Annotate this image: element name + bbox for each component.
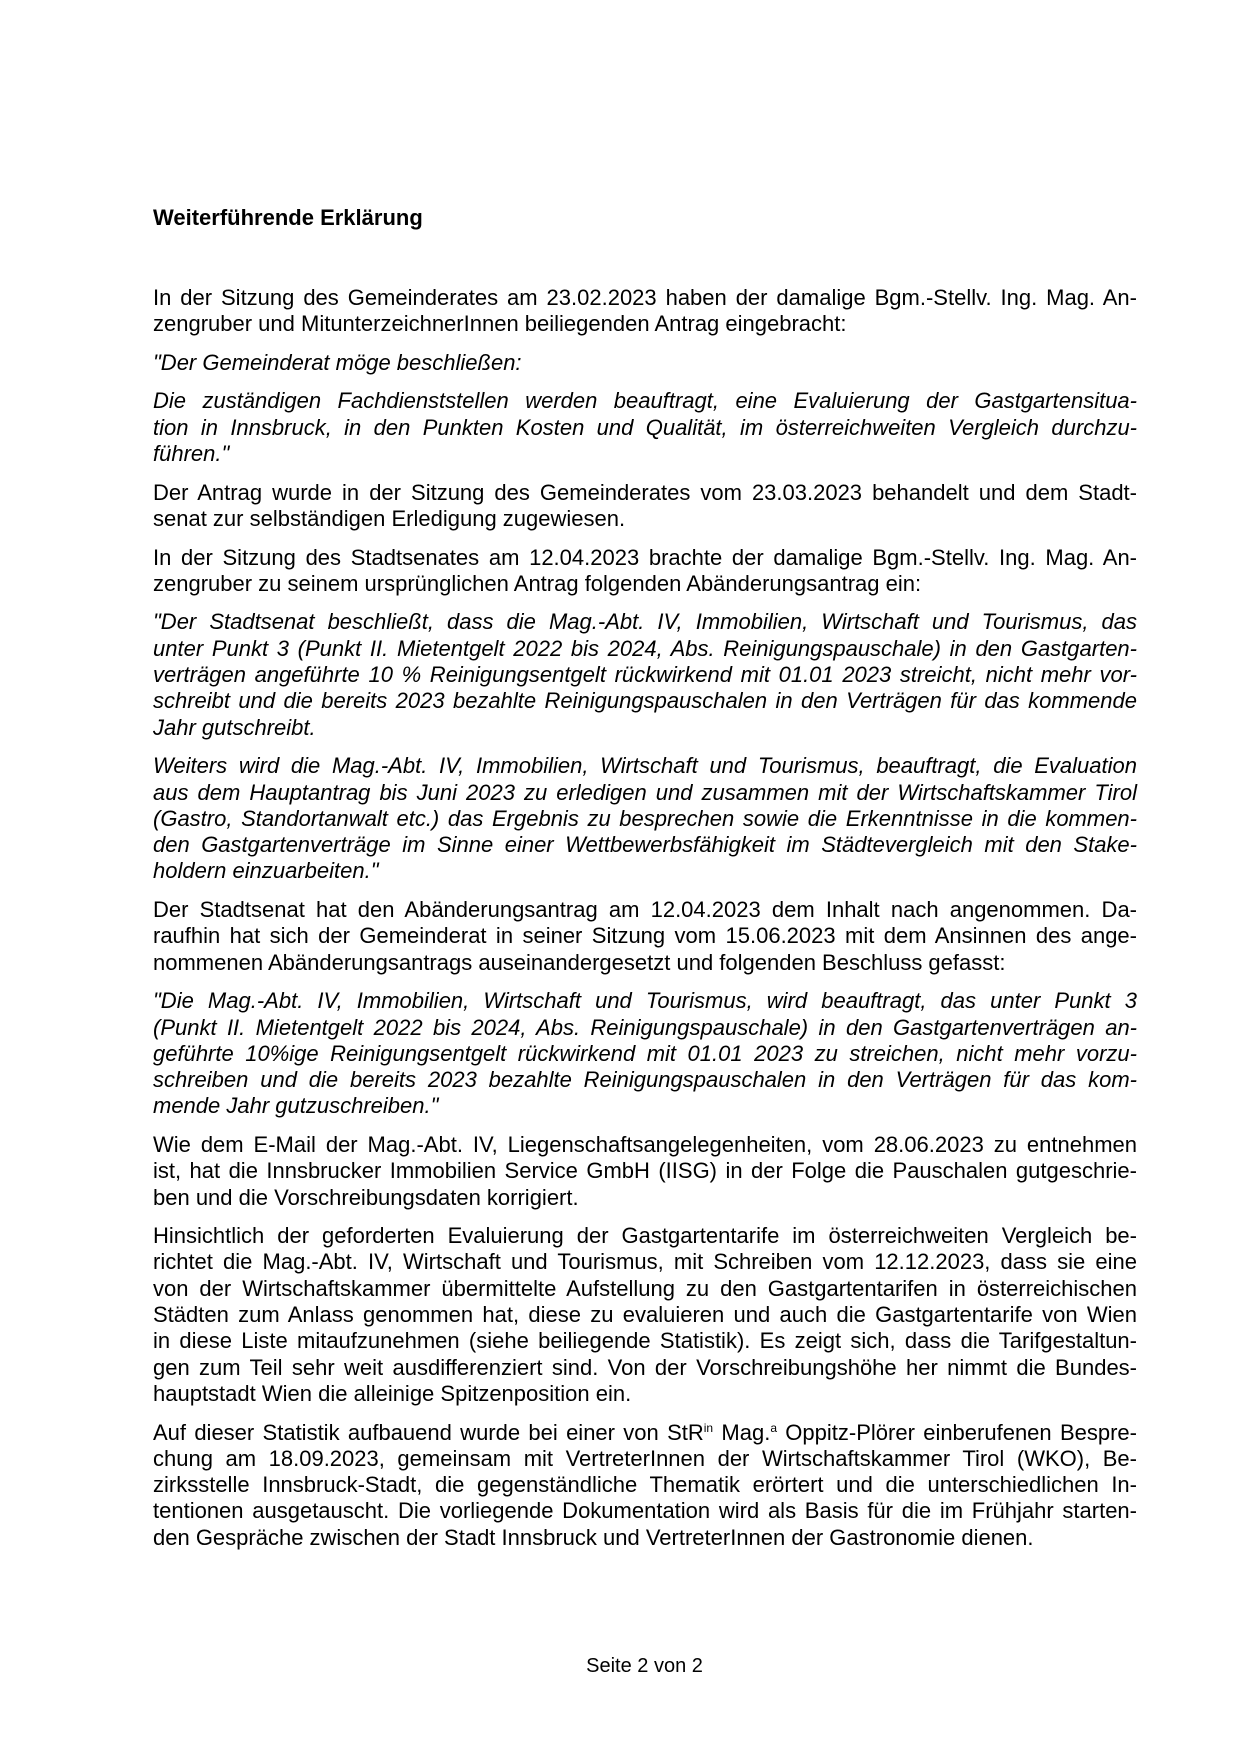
paragraph — [153, 285, 1137, 338]
text-line: (Punkt II. Mietentgelt 2022 bis 2024, Abs. Reinigungspauschale) in den Gastgartenverträgen an- — [153, 1014, 1137, 1040]
text-line: den Gespräche zwischen der Stadt Innsbruck und VertreterInnen der Gastronomie dienen. — [153, 1524, 1034, 1550]
text-line: ist, hat die Innsbrucker Immobilien Service GmbH (IISG) in der Folge die Pauschalen gutgeschrie- — [153, 1158, 1137, 1184]
text-line: senat zur selbständigen Erledigung zugewiesen. — [153, 505, 626, 531]
text-line: In der Sitzung des Gemeinderates am 23.02.2023 haben der damalige Bgm.-Stellv. Ing. Mag. An- — [153, 285, 1137, 310]
text-line: Wie dem E-Mail der Mag.-Abt. IV, Liegenschaftsangelegenheiten, vom 28.06.2023 zu entnehmen — [153, 1131, 1137, 1157]
text-line: schreiben und die bereits 2023 bezahlte Reinigungspauschalen in den Verträgen für das kom- — [153, 1067, 1137, 1093]
superscript: a — [770, 1420, 777, 1435]
quoted-paragraph — [153, 753, 1137, 884]
superscript: in — [703, 1420, 714, 1435]
text-line: hauptstadt Wien die alleinige Spitzenposition ein. — [153, 1380, 632, 1406]
text-line: von der Wirtschaftskammer übermittelte Aufstellung zu den Gastgartentarifen in österreichischen — [153, 1275, 1137, 1301]
text-line: Der Stadtsenat hat den Abänderungsantrag am 12.04.2023 dem Inhalt nach angenommen. Da- — [153, 897, 1137, 923]
text-segment: Auf dieser Statistik aufbauend wurde bei einer von StR — [153, 1419, 704, 1445]
paragraph — [153, 1420, 1137, 1551]
text-line: zengruber zu seinem ursprünglichen Antrag folgenden Abänderungsantrag ein: — [153, 570, 922, 596]
text-line: mende Jahr gutzuschreiben." — [153, 1093, 439, 1119]
text-line: Hinsichtlich der geforderten Evaluierung der Gastgartentarife im österreichweiten Vergleich be- — [153, 1223, 1137, 1249]
text-line: Jahr gutschreibt. — [153, 714, 316, 740]
text-line: zirksstelle Innsbruck-Stadt, die gegenständliche Thematik erörtert und die unterschiedlichen In- — [153, 1472, 1137, 1498]
text-line: schreibt und die bereits 2023 bezahlte Reinigungspauschalen in den Verträgen für das kommende — [153, 688, 1137, 714]
text-line: in diese Liste mitaufzunehmen (siehe beiliegende Statistik). Es zeigt sich, dass die Tarifgestaltun- — [153, 1328, 1137, 1354]
text-line: zengruber und MitunterzeichnerInnen beiliegenden Antrag eingebracht: — [153, 311, 847, 337]
text-line: nommenen Abänderungsantrags auseinandergesetzt und folgenden Beschluss gefasst: — [153, 949, 1006, 975]
paragraph — [153, 1132, 1137, 1211]
quoted-paragraph — [153, 388, 1137, 467]
text-segment: Oppitz-Plörer einberufenen Bespre- — [777, 1419, 1137, 1445]
paragraph — [153, 897, 1137, 976]
text-line: raufhin hat sich der Gemeinderat in seiner Sitzung vom 15.06.2023 mit dem Ansinnen des ange- — [153, 923, 1137, 949]
section-heading: Weiterführende Erklärung — [153, 205, 423, 230]
text-line: verträgen angeführte 10 % Reinigungsentgelt rückwirkend mit 01.01 2023 streicht, nicht mehr vor- — [153, 662, 1137, 688]
text-line: den Gastgartenverträge im Sinne einer Wettbewerbsfähigkeit im Städtevergleich mit den Stake- — [153, 832, 1137, 858]
text-line: tion in Innsbruck, in den Punkten Kosten und Qualität, im österreichweiten Vergleich durchzu- — [153, 414, 1137, 440]
paragraph — [153, 1223, 1137, 1407]
text-line: richtet die Mag.-Abt. IV, Wirtschaft und Tourismus, mit Schreiben vom 12.12.2023, dass sie eine — [153, 1249, 1137, 1275]
text-line: Der Antrag wurde in der Sitzung des Gemeinderates vom 23.03.2023 behandelt und dem Stadt- — [153, 479, 1137, 505]
text-line: "Die Mag.-Abt. IV, Immobilien, Wirtschaft und Tourismus, wird beauftragt, das unter Punkt 3 — [153, 988, 1137, 1014]
document-body — [153, 285, 1137, 1563]
text-line: Die zuständigen Fachdienststellen werden beauftragt, eine Evaluierung der Gastgartensitua- — [153, 388, 1137, 414]
text-line — [153, 1420, 1137, 1446]
text-line: In der Sitzung des Stadtsenates am 12.04.2023 brachte der damalige Bgm.-Stellv. Ing. Mag. An- — [153, 544, 1137, 570]
text-line: (Gastro, Standortanwalt etc.) das Ergebnis zu besprechen sowie die Erkenntnisse in die kommen- — [153, 805, 1137, 831]
text-line: führen." — [153, 441, 230, 467]
page-number-footer: Seite 2 von 2 — [586, 1655, 703, 1677]
text-line: unter Punkt 3 (Punkt II. Mietentgelt 2022 bis 2024, Abs. Reinigungspauschale) in den Gastgarten- — [153, 635, 1137, 661]
text-line: tentionen ausgetauscht. Die vorliegende Dokumentation wird als Basis für die im Frühjahr starten- — [153, 1498, 1137, 1524]
text-line: "Der Stadtsenat beschließt, dass die Mag.-Abt. IV, Immobilien, Wirtschaft und Tourismus, das — [153, 609, 1137, 635]
text-segment: Mag. — [713, 1419, 771, 1445]
paragraph — [153, 545, 1137, 598]
text-line: "Der Gemeinderat möge beschließen: — [153, 349, 522, 375]
quoted-paragraph — [153, 350, 1137, 376]
quoted-paragraph — [153, 609, 1137, 740]
text-line: ben und die Vorschreibungsdaten korrigiert. — [153, 1184, 579, 1210]
quoted-paragraph — [153, 988, 1137, 1119]
text-line: Weiters wird die Mag.-Abt. IV, Immobilien, Wirtschaft und Tourismus, beauftragt, die Evaluation — [153, 753, 1137, 779]
text-line: chung am 18.09.2023, gemeinsam mit VertreterInnen der Wirtschaftskammer Tirol (WKO), Be- — [153, 1445, 1137, 1471]
text-line: Städten zum Anlass genommen hat, diese zu evaluieren und auch die Gastgartentarife von Wien — [153, 1302, 1137, 1328]
text-line: aus dem Hauptantrag bis Juni 2023 zu erledigen und zusammen mit der Wirtschaftskammer Tirol — [153, 779, 1137, 805]
paragraph — [153, 480, 1137, 533]
text-line: gen zum Teil sehr weit ausdifferenziert sind. Von der Vorschreibungshöhe her nimmt die Bundes- — [153, 1354, 1137, 1380]
text-line: geführte 10%ige Reinigungsentgelt rückwirkend mit 01.01 2023 zu streichen, nicht mehr vorzu- — [153, 1040, 1137, 1066]
text-line: holdern einzuarbeiten." — [153, 858, 379, 884]
